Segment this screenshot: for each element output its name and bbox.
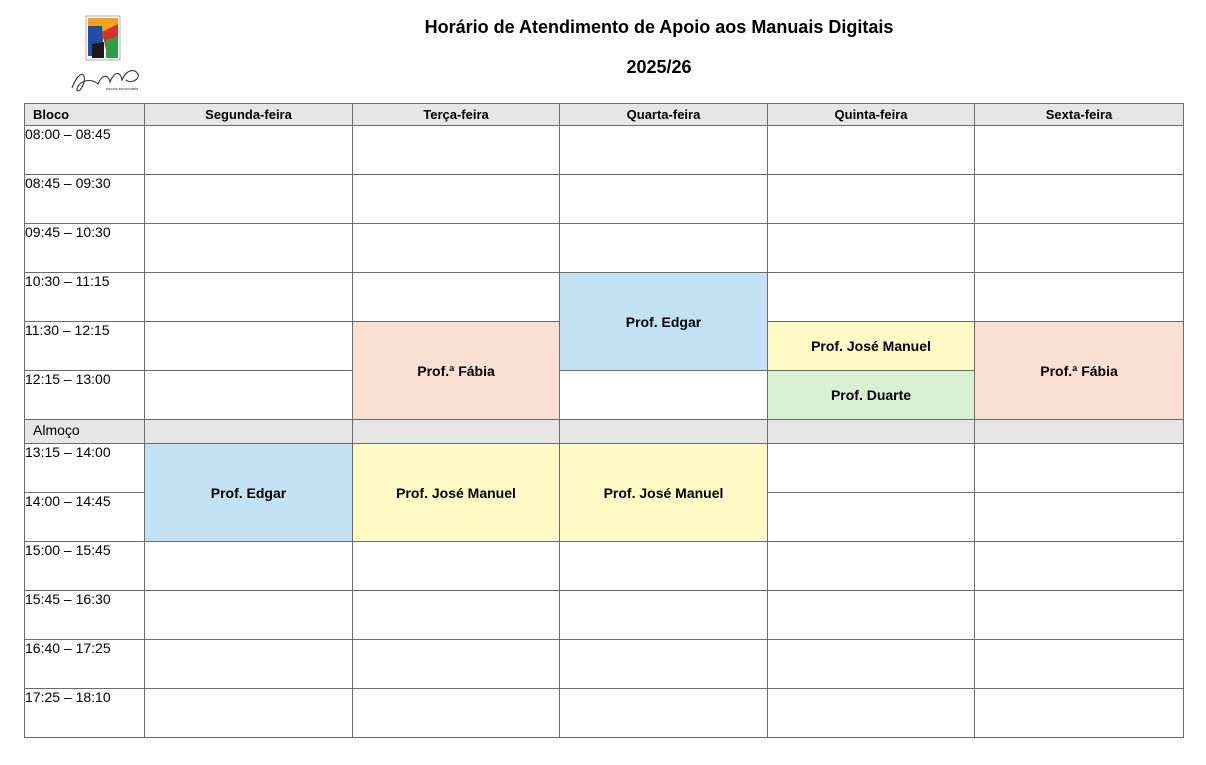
empty-cell [975,591,1184,640]
empty-cell [353,591,560,640]
time-cell: 08:00 – 08:45 [25,126,145,175]
empty-cell [975,444,1184,493]
empty-cell [560,224,768,273]
empty-cell [145,126,353,175]
empty-cell [768,689,975,738]
entry-thursday-jose-manuel: Prof. José Manuel [768,322,975,371]
empty-cell [768,444,975,493]
table-row [25,126,1184,175]
time-cell: 15:45 – 16:30 [25,591,145,640]
empty-cell [145,689,353,738]
empty-cell [560,640,768,689]
lunch-label: Almoço [25,420,145,444]
column-header-bloco: Bloco [25,104,145,126]
time-cell: 14:00 – 14:45 [25,493,145,542]
entry-thursday-duarte: Prof. Duarte [768,371,975,420]
empty-cell [768,591,975,640]
table-row [25,224,1184,273]
lunch-row [25,420,1184,444]
entry-monday-edgar: Prof. Edgar [145,444,353,542]
table-row [25,273,1184,322]
logo-text: escola secundária [106,86,139,91]
school-year: 2025/26 [626,57,692,77]
empty-cell [560,689,768,738]
schedule-table [24,103,1184,738]
column-header-friday: Sexta-feira [975,104,1184,126]
empty-cell [145,175,353,224]
time-cell: 16:40 – 17:25 [25,640,145,689]
entry-tuesday-fabia: Prof.ª Fábia [353,322,560,420]
table-row [25,640,1184,689]
table-row [25,591,1184,640]
empty-cell [353,175,560,224]
table-row [25,444,1184,493]
empty-cell [768,640,975,689]
empty-cell [975,542,1184,591]
empty-cell [975,175,1184,224]
time-cell: 09:45 – 10:30 [25,224,145,273]
school-logo [68,14,146,98]
column-header-wednesday: Quarta-feira [560,104,768,126]
lunch-cell [560,420,768,444]
lunch-cell [975,420,1184,444]
entry-wednesday-jose-manuel: Prof. José Manuel [560,444,768,542]
time-cell: 10:30 – 11:15 [25,273,145,322]
time-cell: 11:30 – 12:15 [25,322,145,371]
empty-cell [560,542,768,591]
empty-cell [768,493,975,542]
empty-cell [975,126,1184,175]
column-header-thursday: Quinta-feira [768,104,975,126]
empty-cell [768,224,975,273]
table-row [25,689,1184,738]
time-cell: 15:00 – 15:45 [25,542,145,591]
empty-cell [353,273,560,322]
time-cell: 12:15 – 13:00 [25,371,145,420]
empty-cell [145,371,353,420]
empty-cell [975,640,1184,689]
empty-cell [353,689,560,738]
time-cell: 17:25 – 18:10 [25,689,145,738]
entry-friday-fabia: Prof.ª Fábia [975,322,1184,420]
column-header-tuesday: Terça-feira [353,104,560,126]
empty-cell [353,542,560,591]
time-cell: 13:15 – 14:00 [25,444,145,493]
entry-tuesday-jose-manuel: Prof. José Manuel [353,444,560,542]
empty-cell [145,542,353,591]
header-row [25,104,1184,126]
empty-cell [975,689,1184,738]
empty-cell [145,273,353,322]
empty-cell [560,371,768,420]
time-cell: 08:45 – 09:30 [25,175,145,224]
entry-wednesday-edgar: Prof. Edgar [560,273,768,371]
empty-cell [560,126,768,175]
empty-cell [145,224,353,273]
empty-cell [768,126,975,175]
empty-cell [145,640,353,689]
empty-cell [145,322,353,371]
empty-cell [560,591,768,640]
table-row [25,175,1184,224]
table-row [25,542,1184,591]
empty-cell [353,640,560,689]
empty-cell [768,175,975,224]
empty-cell [145,591,353,640]
empty-cell [975,493,1184,542]
lunch-cell [145,420,353,444]
empty-cell [768,542,975,591]
empty-cell [353,126,560,175]
empty-cell [560,175,768,224]
empty-cell [768,273,975,322]
empty-cell [975,224,1184,273]
empty-cell [975,273,1184,322]
lunch-cell [768,420,975,444]
lunch-cell [353,420,560,444]
empty-cell [353,224,560,273]
page-title: Horário de Atendimento de Apoio aos Manuais Digitais [424,17,894,37]
column-header-monday: Segunda-feira [145,104,353,126]
